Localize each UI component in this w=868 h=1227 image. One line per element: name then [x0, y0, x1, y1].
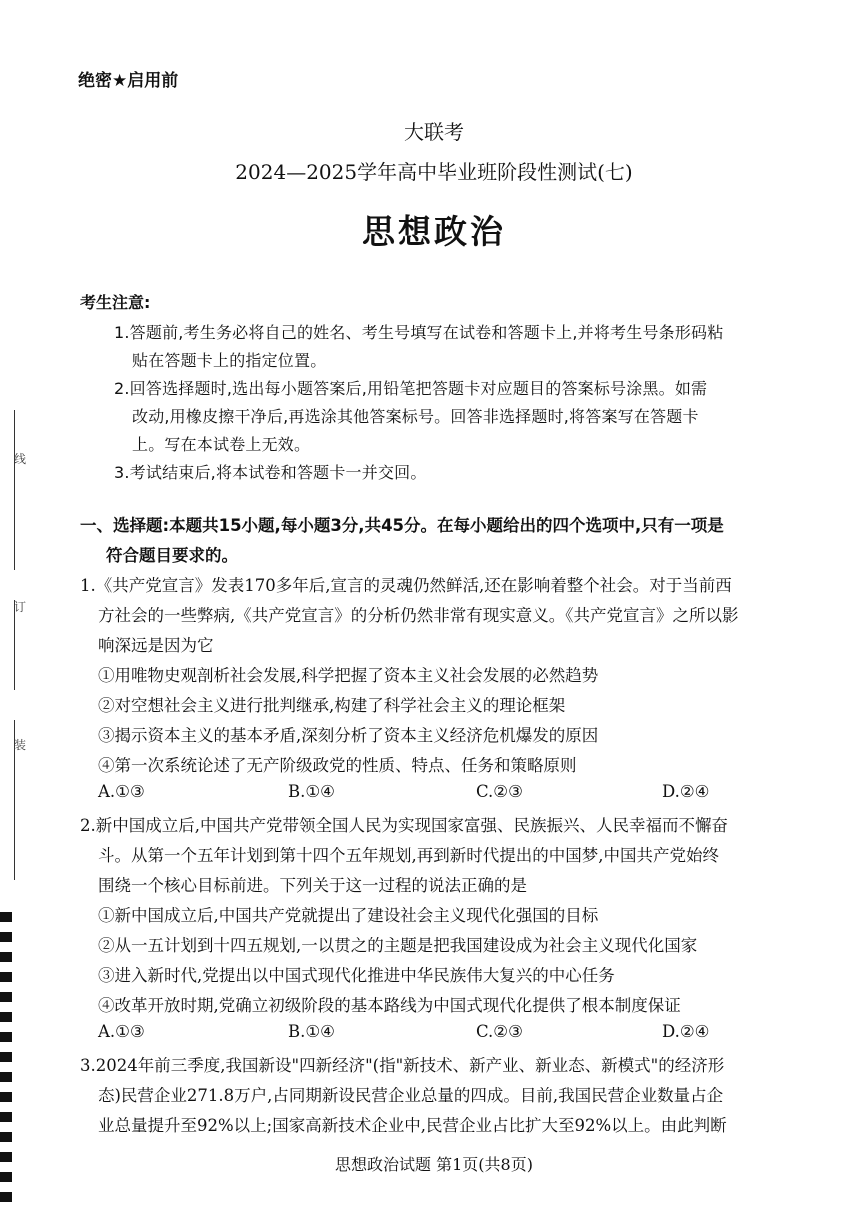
q2-stem-line: 2.新中国成立后,中国共产党带领全国人民为实现国家富强、民族振兴、人民幸福而不懈奋 [80, 816, 728, 835]
notice-line: 1.答题前,考生务必将自己的姓名、考生号填写在试卷和答题卡上,并将考生号条形码粘 [114, 323, 724, 342]
q2-item: ③进入新时代,党提出以中国式现代化推进中华民族伟大复兴的中心任务 [98, 966, 615, 985]
q1-item: ③揭示资本主义的基本矛盾,深刻分析了资本主义经济危机爆发的原因 [98, 726, 599, 745]
section-header-cont: 符合题目要求的。 [106, 546, 238, 565]
section-header: 一、选择题:本题共15小题,每小题3分,共45分。在每小题给出的四个选项中,只有一项是 [80, 516, 724, 535]
notice-line: 贴在答题卡上的指定位置。 [132, 351, 327, 370]
q2-item: ②从一五计划到十四五规划,一以贯之的主题是把我国建设成为社会主义现代化国家 [98, 936, 698, 955]
q2-option-d: D.②④ [662, 1022, 710, 1041]
q2-item: ①新中国成立后,中国共产党就提出了建设社会主义现代化强国的目标 [98, 906, 599, 925]
q1-stem-line: 方社会的一些弊病,《共产党宣言》的分析仍然非常有现实意义。《共产党宣言》之所以影 [98, 606, 739, 625]
binding-label-zhuang: 装 [14, 738, 27, 752]
q2-stem-line: 斗。从第一个五年计划到第十四个五年规划,再到新时代提出的中国梦,中国共产党始终 [98, 846, 719, 865]
notice-title: 考生注意: [80, 293, 151, 312]
q3-stem-line: 3.2024年前三季度,我国新设"四新经济"(指"新技术、新产业、新业态、新模式"的经济形 [80, 1056, 725, 1075]
scan-mark [0, 1072, 12, 1082]
scan-mark [0, 972, 12, 982]
q1-stem-line: 响深远是因为它 [98, 636, 214, 655]
q1-item: ④第一次系统论述了无产阶级政党的性质、特点、任务和策略原则 [98, 756, 577, 775]
q1-option-a: A.①③ [98, 782, 145, 801]
exam-title: 2024—2025学年高中毕业班阶段性测试(七) [235, 160, 633, 184]
q1-option-d: D.②④ [662, 782, 710, 801]
scan-mark [0, 932, 12, 942]
q1-option-c: C.②③ [476, 782, 523, 801]
binding-line [14, 410, 15, 570]
scan-mark [0, 1092, 12, 1102]
q1-stem-line: 1.《共产党宣言》发表170多年后,宣言的灵魂仍然鲜活,还在影响着整个社会。对于当前西 [80, 576, 732, 595]
page-footer: 思想政治试题 第1页(共8页) [335, 1155, 533, 1174]
scan-mark [0, 1032, 12, 1042]
q3-stem-line: 业总量提升至92%以上;国家高新技术企业中,民营企业占比扩大至92%以上。由此判断 [98, 1116, 727, 1135]
secret-label: 绝密★启用前 [78, 71, 179, 91]
scan-mark [0, 912, 12, 922]
scan-mark [0, 952, 12, 962]
q3-stem-line: 态)民营企业271.8万户,占同期新设民营企业总量的四成。目前,我国民营企业数量占企 [98, 1086, 724, 1105]
scan-mark [0, 1112, 12, 1122]
exam-name: 大联考 [404, 120, 464, 144]
notice-line: 3.考试结束后,将本试卷和答题卡一并交回。 [114, 463, 427, 482]
scan-mark [0, 992, 12, 1002]
q2-option-a: A.①③ [98, 1022, 145, 1041]
q2-item: ④改革开放时期,党确立初级阶段的基本路线为中国式现代化提供了根本制度保证 [98, 996, 681, 1015]
q2-option-b: B.①④ [288, 1022, 335, 1041]
q2-stem-line: 围绕一个核心目标前进。下列关于这一过程的说法正确的是 [98, 876, 527, 895]
q2-option-c: C.②③ [476, 1022, 523, 1041]
scan-mark [0, 1192, 12, 1202]
scan-mark [0, 1052, 12, 1062]
binding-label-ding: 订 [14, 600, 27, 614]
notice-line: 改动,用橡皮擦干净后,再选涂其他答案标号。回答非选择题时,将答案写在答题卡 [132, 407, 699, 426]
subject-title: 思想政治 [362, 212, 506, 251]
scan-mark [0, 1132, 12, 1142]
notice-line: 上。写在本试卷上无效。 [132, 435, 311, 454]
q1-item: ②对空想社会主义进行批判继承,构建了科学社会主义的理论框架 [98, 696, 566, 715]
binding-label-xian: 线 [14, 452, 27, 466]
q1-item: ①用唯物史观剖析社会发展,科学把握了资本主义社会发展的必然趋势 [98, 666, 599, 685]
q1-option-b: B.①④ [288, 782, 335, 801]
notice-line: 2.回答选择题时,选出每小题答案后,用铅笔把答题卡对应题目的答案标号涂黑。如需 [114, 379, 708, 398]
scan-mark [0, 1012, 12, 1022]
